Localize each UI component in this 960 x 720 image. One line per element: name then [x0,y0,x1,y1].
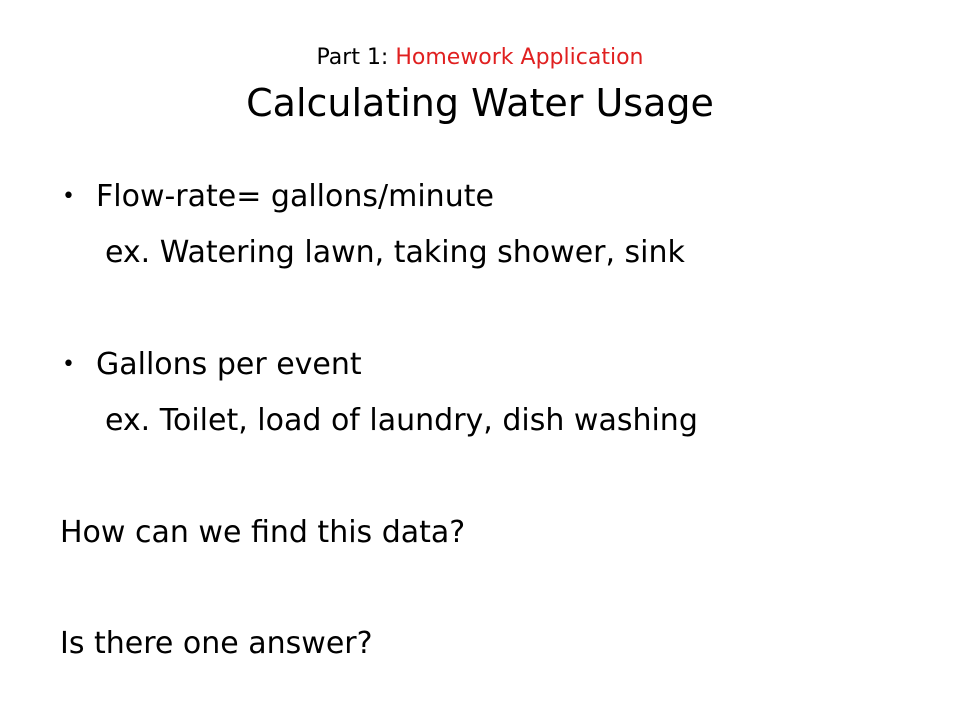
question-one-answer: Is there one answer? [60,626,373,661]
question-find-data: How can we find this data? [60,515,466,550]
slide-title: Calculating Water Usage [246,81,714,125]
bullet-example-flow-rate: ex. Watering lawn, taking shower, sink [105,235,685,270]
bullet-item-gallons-per-event: Gallons per event [96,347,362,382]
bullet-item-flow-rate: Flow-rate= gallons/minute [96,179,494,214]
bullet-icon: • [62,352,75,377]
bullet-icon: • [62,184,75,209]
bullet-example-gallons-per-event: ex. Toilet, load of laundry, dish washing [105,403,698,438]
subtitle-prefix: Part 1: [316,45,396,70]
subtitle-accent: Homework Application [395,45,644,70]
